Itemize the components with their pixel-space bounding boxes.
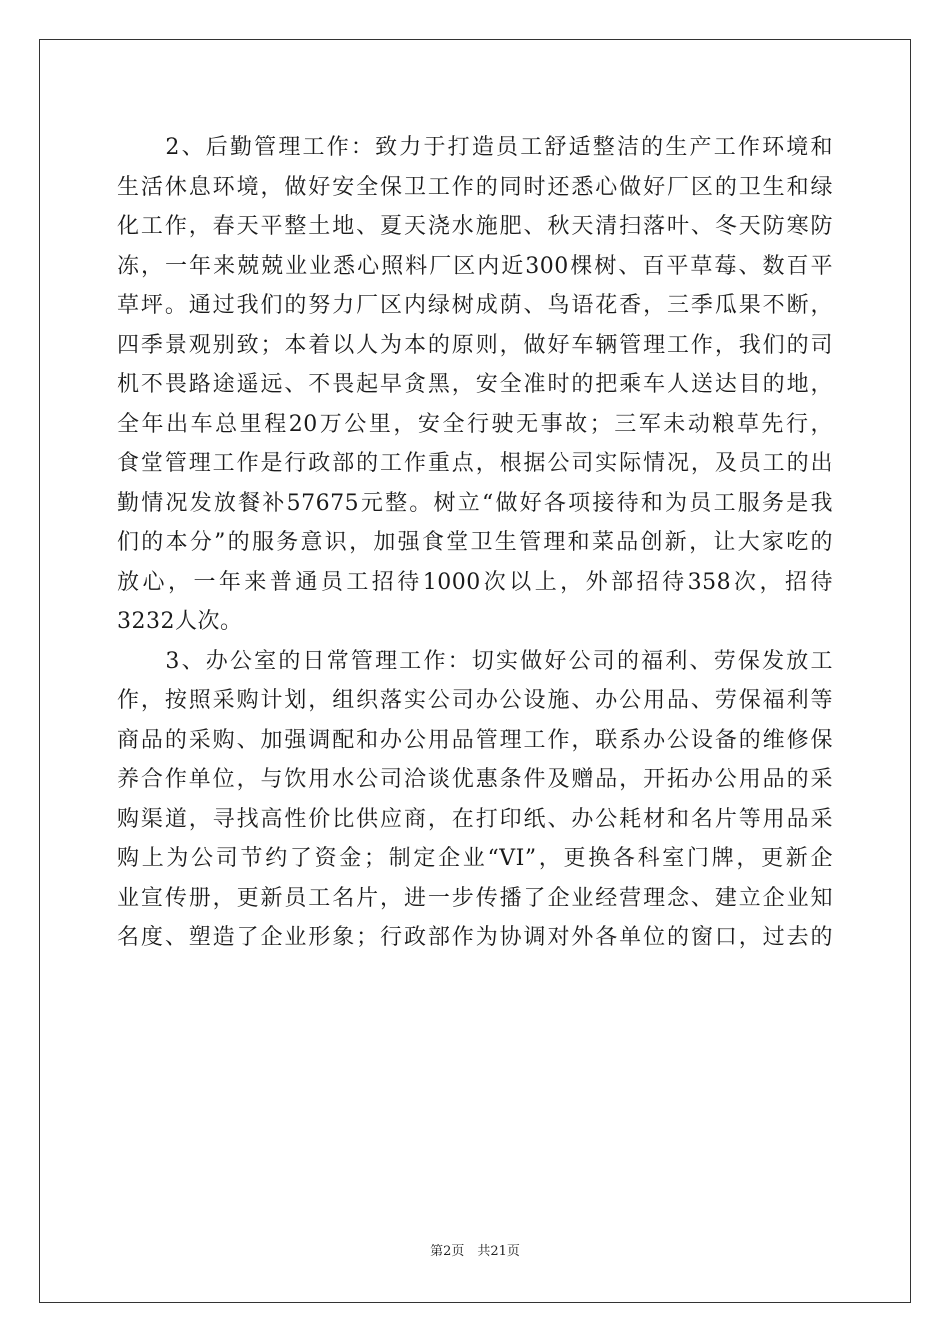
text-line: 3、办公室的日常管理工作：切实做好公司的福利、劳保发放工 xyxy=(117,648,833,674)
text-line: 生活休息环境，做好安全保卫工作的同时还悉心做好厂区的卫生和绿 xyxy=(117,174,833,200)
text-line: 2、后勤管理工作：致力于打造员工舒适整洁的生产工作环境和 xyxy=(117,135,833,160)
text-line: 作，按照采购计划，组织落实公司办公设施、办公用品、劳保福利等 xyxy=(117,688,833,713)
text-line: 购上为公司节约了资金；制定企业“VI”，更换各科室门牌，更新企 xyxy=(117,846,833,871)
text-line: 化工作，春天平整土地、夏天浇水施肥、秋天清扫落叶、冬天防寒防 xyxy=(117,214,833,239)
text-line: 养合作单位，与饮用水公司洽谈优惠条件及赠品，开拓办公用品的采 xyxy=(117,767,833,792)
paragraph-office xyxy=(117,642,833,958)
paragraph-logistics xyxy=(117,128,833,642)
text-line: 购渠道，寻找高性价比供应商，在打印纸、办公耗材和名片等用品采 xyxy=(117,806,833,832)
text-line: 冻，一年来兢兢业业悉心照料厂区内近300棵树、百平草莓、数百平 xyxy=(117,253,833,279)
text-line: 商品的采购、加强调配和办公用品管理工作，联系办公设备的维修保 xyxy=(117,727,833,753)
text-line: 勤情况发放餐补57675元整。树立“做好各项接待和为员工服务是我 xyxy=(117,490,833,516)
document-body xyxy=(117,128,833,958)
text-line: 食堂管理工作是行政部的工作重点，根据公司实际情况，及员工的出 xyxy=(117,451,833,476)
text-line: 全年出车总里程20万公里，安全行驶无事故；三军未动粮草先行， xyxy=(117,411,833,437)
text-line: 机不畏路途遥远、不畏起早贪黑，安全准时的把乘车人送达目的地， xyxy=(117,372,833,397)
page-number: 第2页 共21页 xyxy=(430,1244,520,1259)
text-line: 业宣传册，更新员工名片，进一步传播了企业经营理念、建立企业知 xyxy=(117,885,833,911)
text-line: 四季景观别致；本着以人为本的原则，做好车辆管理工作，我们的司 xyxy=(117,332,833,358)
text-line: 草坪。通过我们的努力厂区内绿树成荫、鸟语花香，三季瓜果不断， xyxy=(117,293,833,318)
text-line: 3232人次。 xyxy=(117,609,243,634)
text-line: 们的本分”的服务意识，加强食堂卫生管理和菜品创新，让大家吃的 xyxy=(117,530,833,555)
text-line: 名度、塑造了企业形象；行政部作为协调对外各单位的窗口，过去的 xyxy=(117,925,833,950)
text-line: 放心，一年来普通员工招待1000次以上，外部招待358次，招待 xyxy=(117,569,833,595)
